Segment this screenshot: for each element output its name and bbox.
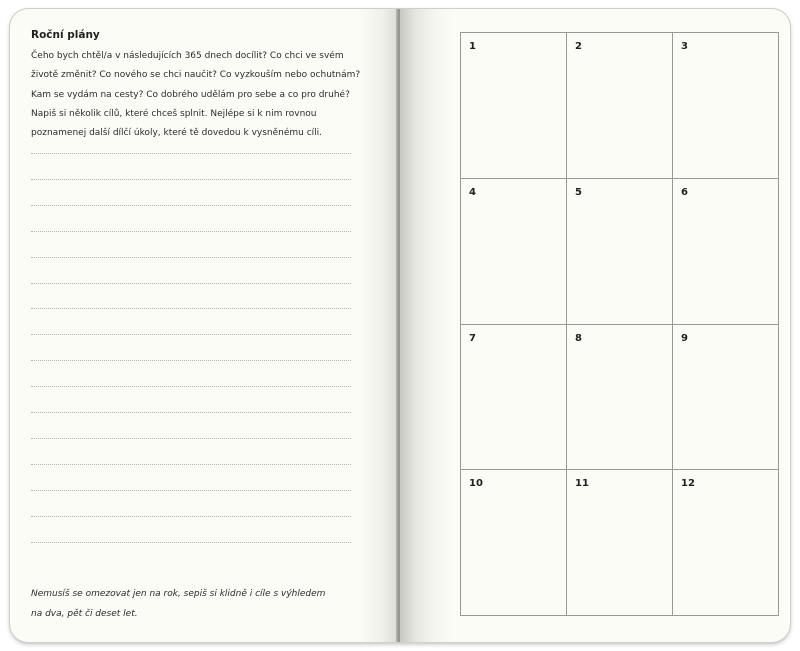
writing-line[interactable] — [31, 490, 351, 491]
intro-line: poznamenej další dílčí úkoly, které tě dovedou k vysněnému cíli. — [31, 128, 323, 139]
month-number: 8 — [575, 332, 582, 344]
month-number: 6 — [681, 186, 688, 198]
writing-line[interactable] — [31, 283, 351, 284]
footnote-line: Nemusíš se omezovat jen na rok, sepiš si klidně i cíle s výhledem — [31, 589, 326, 599]
month-cell[interactable] — [567, 470, 673, 616]
intro-line: Kam se vydám na cesty? Co dobrého udělám pro sebe a co pro druhé? — [31, 89, 350, 100]
month-grid — [460, 32, 779, 616]
writing-line[interactable] — [31, 334, 351, 335]
footnote — [31, 585, 361, 624]
month-cell[interactable] — [461, 470, 567, 616]
writing-line[interactable] — [31, 231, 351, 232]
right-page — [400, 9, 790, 642]
month-number: 4 — [469, 186, 476, 198]
month-cell[interactable] — [673, 33, 779, 179]
left-page — [10, 9, 398, 642]
writing-line[interactable] — [31, 179, 351, 180]
writing-line[interactable] — [31, 464, 351, 465]
month-number: 1 — [469, 41, 476, 52]
writing-line[interactable] — [31, 205, 351, 206]
writing-line[interactable] — [31, 386, 351, 387]
month-cell[interactable] — [567, 179, 673, 325]
month-number: 9 — [681, 332, 688, 344]
month-number: 2 — [575, 41, 582, 52]
writing-line[interactable] — [31, 153, 351, 154]
writing-line[interactable] — [31, 360, 351, 361]
month-cell[interactable] — [461, 325, 567, 471]
writing-line[interactable] — [31, 516, 351, 517]
writing-line[interactable] — [31, 412, 351, 413]
month-number: 12 — [681, 478, 695, 490]
month-number: 11 — [575, 478, 589, 490]
month-cell[interactable] — [567, 325, 673, 471]
page-title: Roční plány — [31, 29, 100, 41]
writing-lines — [31, 9, 351, 642]
month-number: 10 — [469, 478, 483, 490]
footnote-line: na dva, pět či deset let. — [31, 608, 138, 619]
intro-line: Čeho bych chtěl/a v následujících 365 dnech docílit? Co chci ve svém — [31, 51, 344, 61]
month-number: 7 — [469, 332, 476, 344]
month-cell[interactable] — [461, 33, 567, 179]
month-number: 5 — [575, 186, 582, 198]
month-number: 3 — [681, 41, 688, 52]
month-cell[interactable] — [567, 33, 673, 179]
writing-line[interactable] — [31, 308, 351, 309]
writing-line[interactable] — [31, 438, 351, 439]
planner-spread — [10, 9, 790, 642]
intro-line: Napiš si několik cílů, které chceš splnit. Nejlépe si k nim rovnou — [31, 108, 317, 119]
month-cell[interactable] — [461, 179, 567, 325]
writing-line[interactable] — [31, 257, 351, 258]
intro-line: životě změnit? Co nového se chci naučit? Co vyzkouším nebo ochutnám? — [31, 70, 361, 81]
writing-line[interactable] — [31, 542, 351, 543]
month-cell[interactable] — [673, 325, 779, 471]
month-cell[interactable] — [673, 470, 779, 616]
month-cell[interactable] — [673, 179, 779, 325]
